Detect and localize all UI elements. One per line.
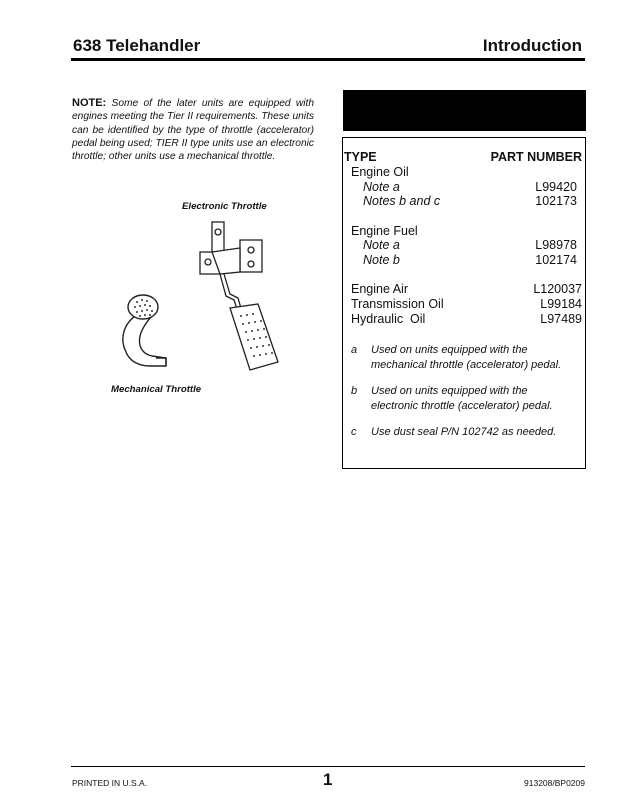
footnote-letter: a [351, 344, 358, 356]
note-label: NOTE: [72, 97, 107, 109]
row-label: Hydraulic Oil [351, 312, 426, 326]
part-number: L97489 [540, 312, 582, 326]
footer-rule [71, 766, 585, 767]
part-number: 102174 [535, 253, 577, 267]
mechanical-throttle-caption: Mechanical Throttle [111, 384, 202, 395]
type-column-header: TYPE [344, 150, 377, 164]
row-label: Note a [363, 180, 400, 194]
part-number: L99184 [540, 297, 582, 311]
row-label: Engine Air [351, 282, 408, 296]
part-number-column-header: PART NUMBER [490, 150, 582, 164]
row-label: Engine Fuel [351, 224, 418, 238]
footnote-text: Use dust seal P/N 102742 as needed. [371, 426, 557, 438]
section-title: Introduction [482, 36, 582, 55]
footnote-text: Used on units equipped with the mechanical throttle (accelerator) pedal. [371, 344, 562, 371]
electronic-throttle-pedal [200, 222, 278, 370]
row-label: Notes b and c [363, 194, 441, 208]
row-label: Note a [363, 238, 400, 252]
row-label: Note b [363, 253, 400, 267]
part-number: L98978 [535, 238, 577, 252]
page-number: 1 [323, 770, 333, 789]
footnote-text: Used on units equipped with the electronic throttle (accelerator) pedal. [371, 385, 553, 412]
row-label: Transmission Oil [351, 297, 444, 311]
document-title: 638 Telehandler [73, 36, 201, 55]
header-rule [71, 58, 585, 61]
throttle-illustration [100, 212, 300, 387]
printed-in-label: PRINTED IN U.S.A. [72, 778, 148, 788]
row-label: Engine Oil [351, 165, 409, 179]
electronic-throttle-caption: Electronic Throttle [182, 201, 267, 212]
mechanical-throttle-pedal [123, 295, 166, 366]
footnote-letter: b [351, 385, 358, 397]
table-title-bar [343, 90, 586, 131]
part-number: 102173 [535, 194, 577, 208]
part-number: L120037 [533, 282, 582, 296]
part-number: L99420 [535, 180, 577, 194]
note-paragraph [72, 97, 314, 163]
footnote-letter: c [351, 426, 357, 438]
document-number: 913208/BP0209 [524, 778, 585, 788]
note-text: Some of the later units are equipped with engines meeting the Tier II requirements. These units can be identified by the type of throttle (accelerator) pedal being used; TIER II type units use an electronic throttle; other units use a mechanical throttle. [72, 98, 315, 163]
